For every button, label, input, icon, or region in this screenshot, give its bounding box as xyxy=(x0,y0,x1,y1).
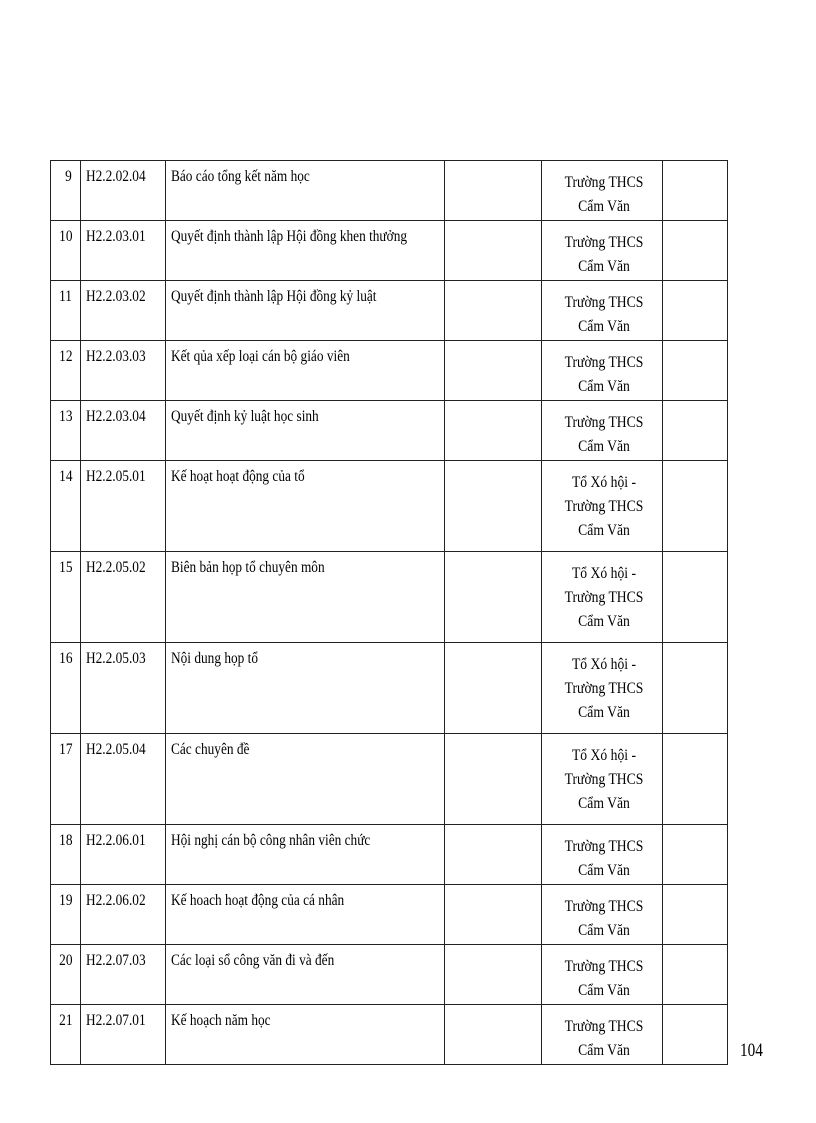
evidence-code: H2.2.03.03 xyxy=(86,348,146,365)
evidence-title-cell xyxy=(166,825,445,885)
evidence-title-cell xyxy=(166,643,445,734)
evidence-code-cell xyxy=(81,341,166,401)
row-number-cell xyxy=(51,341,81,401)
issuing-unit-cell xyxy=(542,552,663,643)
evidence-note-cell xyxy=(445,734,542,825)
issuing-unit: Trường THCS Cẩm Văn xyxy=(564,294,644,335)
evidence-title-cell xyxy=(166,885,445,945)
table-row xyxy=(51,825,728,885)
evidence-title: Các loại sổ công văn đi và đến xyxy=(171,952,335,969)
evidence-title: Hội nghị cán bộ công nhân viên chức xyxy=(171,832,371,849)
evidence-note-cell xyxy=(445,281,542,341)
row-number: 9 xyxy=(65,168,72,185)
evidence-title-cell xyxy=(166,552,445,643)
issuing-unit-cell xyxy=(542,461,663,552)
evidence-code-cell xyxy=(81,461,166,552)
evidence-note-cell xyxy=(445,221,542,281)
remark-cell xyxy=(663,221,728,281)
row-number: 14 xyxy=(58,468,72,485)
table-row xyxy=(51,1005,728,1065)
evidence-title-cell xyxy=(166,401,445,461)
evidence-note-cell xyxy=(445,825,542,885)
evidence-code: H2.2.07.01 xyxy=(86,1012,146,1029)
evidence-note-cell xyxy=(445,161,542,221)
table-row xyxy=(51,734,728,825)
issuing-unit: Trường THCS Cẩm Văn xyxy=(564,174,644,215)
remark-cell xyxy=(663,825,728,885)
issuing-unit-cell xyxy=(542,1005,663,1065)
row-number: 12 xyxy=(58,348,72,365)
evidence-title: Quyết định thành lập Hội đồng khen thưởng xyxy=(171,228,408,245)
table-row xyxy=(51,281,728,341)
row-number-cell xyxy=(51,221,81,281)
issuing-unit: Trường THCS Cẩm Văn xyxy=(564,838,644,879)
evidence-code: H2.2.05.01 xyxy=(86,468,146,485)
row-number: 10 xyxy=(58,228,72,245)
issuing-unit-cell xyxy=(542,734,663,825)
row-number: 11 xyxy=(59,288,72,305)
remark-cell xyxy=(663,734,728,825)
evidence-code-cell xyxy=(81,401,166,461)
row-number: 15 xyxy=(58,559,72,576)
evidence-title: Kết qủa xếp loại cán bộ giáo viên xyxy=(171,348,350,365)
evidence-code-cell xyxy=(81,552,166,643)
evidence-title-cell xyxy=(166,161,445,221)
evidence-code: H2.2.03.04 xyxy=(86,408,146,425)
evidence-title: Quyết định thành lập Hội đồng kỷ luật xyxy=(171,288,377,305)
evidence-title-cell xyxy=(166,734,445,825)
row-number: 17 xyxy=(58,741,72,758)
row-number-cell xyxy=(51,945,81,1005)
row-number-cell xyxy=(51,552,81,643)
evidence-title-cell xyxy=(166,461,445,552)
row-number: 18 xyxy=(58,832,72,849)
evidence-code-cell xyxy=(81,885,166,945)
evidence-code-cell xyxy=(81,945,166,1005)
row-number-cell xyxy=(51,1005,81,1065)
table-row xyxy=(51,401,728,461)
evidence-title-cell xyxy=(166,945,445,1005)
row-number-cell xyxy=(51,885,81,945)
evidence-title: Kế hoạt hoạt động của tổ xyxy=(171,468,305,485)
row-number-cell xyxy=(51,643,81,734)
remark-cell xyxy=(663,281,728,341)
evidence-note-cell xyxy=(445,461,542,552)
evidence-title: Các chuyên đề xyxy=(171,741,250,758)
evidence-code: H2.2.03.01 xyxy=(86,228,146,245)
table-row xyxy=(51,221,728,281)
issuing-unit: Trường THCS Cẩm Văn xyxy=(564,958,644,999)
issuing-unit: Tổ Xó hội - Trường THCS Cẩm Văn xyxy=(564,474,644,539)
evidence-title: Quyết định kỷ luật học sinh xyxy=(171,408,319,425)
issuing-unit-cell xyxy=(542,885,663,945)
remark-cell xyxy=(663,1005,728,1065)
row-number-cell xyxy=(51,401,81,461)
evidence-code-cell xyxy=(81,734,166,825)
evidence-code-cell xyxy=(81,281,166,341)
remark-cell xyxy=(663,885,728,945)
evidence-table xyxy=(50,160,728,1065)
evidence-note-cell xyxy=(445,945,542,1005)
remark-cell xyxy=(663,161,728,221)
issuing-unit: Trường THCS Cẩm Văn xyxy=(564,1018,644,1059)
evidence-note-cell xyxy=(445,885,542,945)
evidence-code: H2.2.03.02 xyxy=(86,288,146,305)
issuing-unit: Tổ Xó hội - Trường THCS Cẩm Văn xyxy=(564,747,644,812)
issuing-unit-cell xyxy=(542,161,663,221)
evidence-title-cell xyxy=(166,281,445,341)
issuing-unit-cell xyxy=(542,825,663,885)
remark-cell xyxy=(663,461,728,552)
evidence-code-cell xyxy=(81,1005,166,1065)
evidence-code: H2.2.02.04 xyxy=(86,168,146,185)
issuing-unit: Trường THCS Cẩm Văn xyxy=(564,414,644,455)
issuing-unit-cell xyxy=(542,643,663,734)
evidence-code: H2.2.07.03 xyxy=(86,952,146,969)
evidence-code-cell xyxy=(81,643,166,734)
evidence-code: H2.2.05.03 xyxy=(86,650,146,667)
evidence-title: Kế hoạch năm học xyxy=(171,1012,271,1029)
table-row xyxy=(51,885,728,945)
issuing-unit-cell xyxy=(542,341,663,401)
evidence-code: H2.2.06.02 xyxy=(86,892,146,909)
evidence-title: Biên bản họp tổ chuyên môn xyxy=(171,559,325,576)
evidence-title: Nội dung họp tổ xyxy=(171,650,259,667)
row-number: 13 xyxy=(58,408,72,425)
issuing-unit-cell xyxy=(542,401,663,461)
table-row xyxy=(51,945,728,1005)
row-number: 19 xyxy=(58,892,72,909)
issuing-unit-cell xyxy=(542,281,663,341)
row-number: 20 xyxy=(58,952,72,969)
remark-cell xyxy=(663,401,728,461)
table-row xyxy=(51,552,728,643)
table-row xyxy=(51,461,728,552)
issuing-unit-cell xyxy=(542,945,663,1005)
row-number: 16 xyxy=(58,650,72,667)
evidence-title: Kế hoach hoạt động của cá nhân xyxy=(171,892,345,909)
evidence-code: H2.2.05.02 xyxy=(86,559,146,576)
remark-cell xyxy=(663,341,728,401)
row-number: 21 xyxy=(58,1012,72,1029)
evidence-title-cell xyxy=(166,1005,445,1065)
evidence-title-cell xyxy=(166,221,445,281)
row-number-cell xyxy=(51,461,81,552)
table-row xyxy=(51,341,728,401)
evidence-table-body xyxy=(51,161,728,1065)
remark-cell xyxy=(663,643,728,734)
evidence-note-cell xyxy=(445,1005,542,1065)
issuing-unit: Tổ Xó hội - Trường THCS Cẩm Văn xyxy=(564,656,644,721)
remark-cell xyxy=(663,552,728,643)
evidence-code-cell xyxy=(81,221,166,281)
remark-cell xyxy=(663,945,728,1005)
evidence-note-cell xyxy=(445,552,542,643)
evidence-code-cell xyxy=(81,161,166,221)
page-number: 104 xyxy=(740,1040,763,1061)
issuing-unit-cell xyxy=(542,221,663,281)
row-number-cell xyxy=(51,825,81,885)
issuing-unit: Tổ Xó hội - Trường THCS Cẩm Văn xyxy=(564,565,644,630)
table-row xyxy=(51,643,728,734)
row-number-cell xyxy=(51,281,81,341)
evidence-code-cell xyxy=(81,825,166,885)
issuing-unit: Trường THCS Cẩm Văn xyxy=(564,234,644,275)
row-number-cell xyxy=(51,734,81,825)
evidence-title-cell xyxy=(166,341,445,401)
issuing-unit: Trường THCS Cẩm Văn xyxy=(564,898,644,939)
evidence-code: H2.2.06.01 xyxy=(86,832,146,849)
evidence-note-cell xyxy=(445,341,542,401)
row-number-cell xyxy=(51,161,81,221)
evidence-note-cell xyxy=(445,401,542,461)
table-row xyxy=(51,161,728,221)
evidence-note-cell xyxy=(445,643,542,734)
evidence-title: Báo cáo tổng kết năm học xyxy=(171,168,310,185)
evidence-code: H2.2.05.04 xyxy=(86,741,146,758)
issuing-unit: Trường THCS Cẩm Văn xyxy=(564,354,644,395)
